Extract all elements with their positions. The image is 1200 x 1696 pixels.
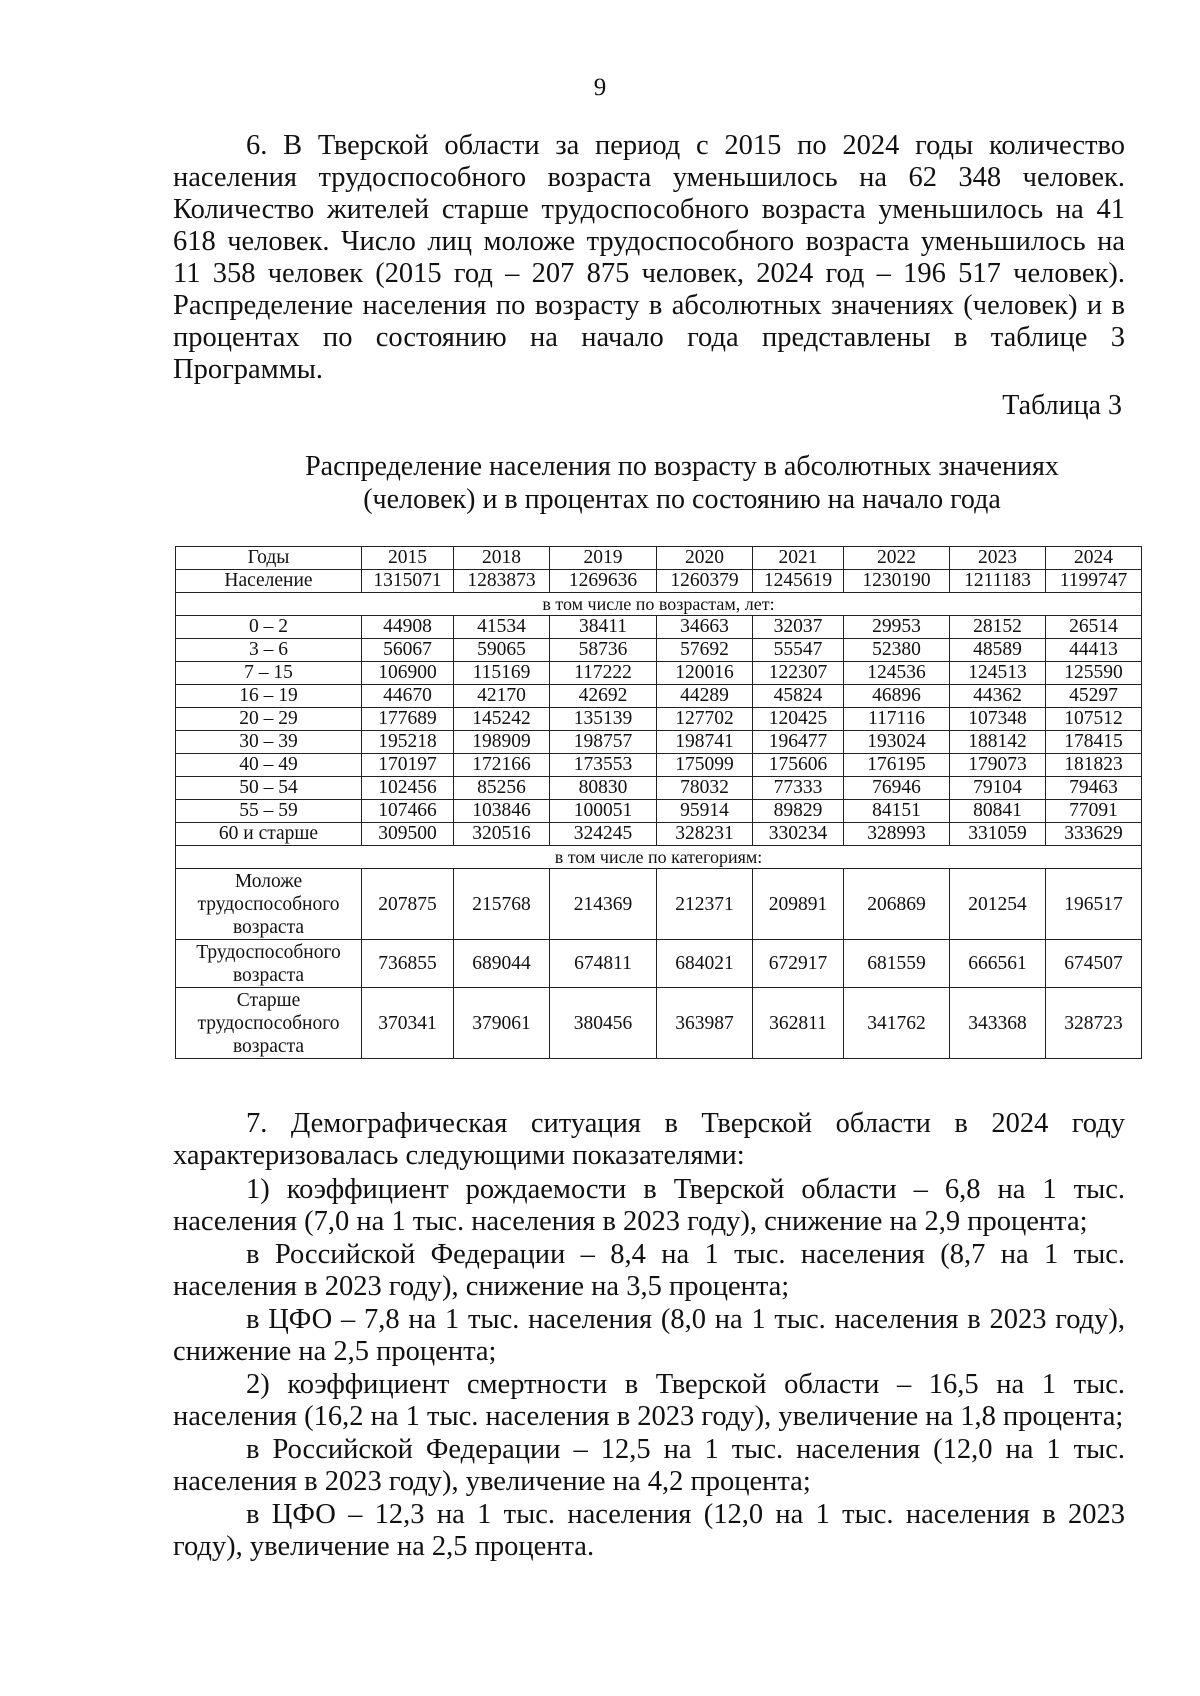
table-cell: 44908 xyxy=(362,616,454,639)
row-label-cell: Старше трудоспособного возраста xyxy=(176,988,362,1059)
table-cell: 170197 xyxy=(362,754,454,777)
table-cell: 196517 xyxy=(1046,869,1142,940)
table-cell: 689044 xyxy=(454,940,550,988)
table-cell: 328231 xyxy=(657,823,753,846)
table-cell: 120016 xyxy=(657,662,753,685)
table-cell: 59065 xyxy=(454,639,550,662)
section-label: в том числе по категориям: xyxy=(176,846,1142,869)
table-cell: 175099 xyxy=(657,754,753,777)
table-cell: 127702 xyxy=(657,708,753,731)
table-cell: 95914 xyxy=(657,800,753,823)
population-row xyxy=(176,570,1142,593)
table-cell: 736855 xyxy=(362,940,454,988)
table-cell: 80841 xyxy=(950,800,1046,823)
table-cell: 212371 xyxy=(657,869,753,940)
age-row xyxy=(176,662,1142,685)
table-cell: 195218 xyxy=(362,731,454,754)
table-cell: 1269636 xyxy=(550,570,657,593)
table-cell: 193024 xyxy=(844,731,950,754)
table-cell: 1199747 xyxy=(1046,570,1142,593)
table-cell: 2024 xyxy=(1046,547,1142,570)
table-cell: 79463 xyxy=(1046,777,1142,800)
table-cell: 1211183 xyxy=(950,570,1046,593)
table-cell: 103846 xyxy=(454,800,550,823)
table-cell: 2018 xyxy=(454,547,550,570)
table-cell: 179073 xyxy=(950,754,1046,777)
row-label-cell: 60 и старше xyxy=(176,823,362,846)
table-cell: 2020 xyxy=(657,547,753,570)
page-number: 9 xyxy=(593,74,607,101)
table-cell: 2023 xyxy=(950,547,1046,570)
table-cell: 124513 xyxy=(950,662,1046,685)
table-cell: 117222 xyxy=(550,662,657,685)
table-cell: 44670 xyxy=(362,685,454,708)
table-cell: 125590 xyxy=(1046,662,1142,685)
category-row xyxy=(176,940,1142,988)
age-row xyxy=(176,823,1142,846)
table-cell: 52380 xyxy=(844,639,950,662)
table-cell: 198757 xyxy=(550,731,657,754)
table-cell: 175606 xyxy=(753,754,844,777)
item-text: в ЦФО – 12,3 на 1 тыс. населения (12,0 на 1 тыс. населения в 2023 году), увеличение на 2,5 процента. xyxy=(173,1499,1125,1562)
table-label: Таблица 3 xyxy=(1002,390,1122,421)
table-cell: 196477 xyxy=(753,731,844,754)
table-cell: 34663 xyxy=(657,616,753,639)
table-cell: 672917 xyxy=(753,940,844,988)
item-text: 2) коэффициент смертности в Тверской области – 16,5 на 1 тыс. населения (16,2 на 1 тыс. населения в 2023 году), увеличение на 1,8 процента; xyxy=(173,1369,1125,1432)
table-caption-line2: (человек) и в процентах по состоянию на начало года xyxy=(363,484,1001,515)
table-cell: 207875 xyxy=(362,869,454,940)
paragraph-7 xyxy=(173,1108,1125,1172)
table-cell: 42692 xyxy=(550,685,657,708)
table-cell: 172166 xyxy=(454,754,550,777)
table-cell: 45297 xyxy=(1046,685,1142,708)
table-cell: 176195 xyxy=(844,754,950,777)
row-label-cell: 3 – 6 xyxy=(176,639,362,662)
table-cell: 124536 xyxy=(844,662,950,685)
row-label-cell: 16 – 19 xyxy=(176,685,362,708)
table-cell: 38411 xyxy=(550,616,657,639)
age-row xyxy=(176,731,1142,754)
table-cell: 107512 xyxy=(1046,708,1142,731)
table-cell: 331059 xyxy=(950,823,1046,846)
table-cell: 2022 xyxy=(844,547,950,570)
table-cell: 77333 xyxy=(753,777,844,800)
table-cell: 206869 xyxy=(844,869,950,940)
table-cell: 122307 xyxy=(753,662,844,685)
table-cell: 89829 xyxy=(753,800,844,823)
table-cell: 380456 xyxy=(550,988,657,1059)
item-death-rate-cfo xyxy=(173,1499,1125,1563)
table-cell: 2019 xyxy=(550,547,657,570)
table-cell: 1283873 xyxy=(454,570,550,593)
table-cell: 77091 xyxy=(1046,800,1142,823)
table-cell: 1245619 xyxy=(753,570,844,593)
table-cell: 85256 xyxy=(454,777,550,800)
table-cell: 26514 xyxy=(1046,616,1142,639)
age-row xyxy=(176,685,1142,708)
item-text: в Российской Федерации – 12,5 на 1 тыс. населения (12,0 на 1 тыс. населения в 2023 году), увеличение на 4,2 процента; xyxy=(173,1434,1125,1497)
item-birth-rate-cfo xyxy=(173,1304,1125,1368)
table-cell: 32037 xyxy=(753,616,844,639)
table-cell: 188142 xyxy=(950,731,1046,754)
table-cell: 309500 xyxy=(362,823,454,846)
row-label-cell: Годы xyxy=(176,547,362,570)
age-row xyxy=(176,616,1142,639)
row-label-cell: 55 – 59 xyxy=(176,800,362,823)
row-label-cell: Трудоспособного возраста xyxy=(176,940,362,988)
table-cell: 107466 xyxy=(362,800,454,823)
table-cell: 145242 xyxy=(454,708,550,731)
row-label-cell: 50 – 54 xyxy=(176,777,362,800)
table-cell: 2015 xyxy=(362,547,454,570)
item-birth-rate-rf xyxy=(173,1239,1125,1303)
row-label-cell: Моложе трудоспособного возраста xyxy=(176,869,362,940)
table-cell: 2021 xyxy=(753,547,844,570)
table-cell: 44289 xyxy=(657,685,753,708)
table-cell: 120425 xyxy=(753,708,844,731)
table-cell: 84151 xyxy=(844,800,950,823)
table-cell: 45824 xyxy=(753,685,844,708)
table-cell: 58736 xyxy=(550,639,657,662)
table-cell: 29953 xyxy=(844,616,950,639)
item-death-rate-tver xyxy=(173,1369,1125,1433)
table-cell: 56067 xyxy=(362,639,454,662)
table-cell: 173553 xyxy=(550,754,657,777)
table-cell: 135139 xyxy=(550,708,657,731)
table-cell: 681559 xyxy=(844,940,950,988)
table-cell: 117116 xyxy=(844,708,950,731)
table-cell: 1260379 xyxy=(657,570,753,593)
age-row xyxy=(176,708,1142,731)
population-table xyxy=(175,546,1142,1059)
table-cell: 343368 xyxy=(950,988,1046,1059)
table-cell: 379061 xyxy=(454,988,550,1059)
table-cell: 674507 xyxy=(1046,940,1142,988)
table-cell: 1230190 xyxy=(844,570,950,593)
table-cell: 215768 xyxy=(454,869,550,940)
category-row xyxy=(176,869,1142,940)
table-cell: 42170 xyxy=(454,685,550,708)
table-cell: 107348 xyxy=(950,708,1046,731)
table-cell: 341762 xyxy=(844,988,950,1059)
table-cell: 76946 xyxy=(844,777,950,800)
paragraph-7-text: 7. Демографическая ситуация в Тверской области в 2024 году характеризовалась следующими показателями: xyxy=(173,1108,1125,1171)
table-cell: 198909 xyxy=(454,731,550,754)
table-cell: 44362 xyxy=(950,685,1046,708)
table-cell: 28152 xyxy=(950,616,1046,639)
table-cell: 44413 xyxy=(1046,639,1142,662)
table-cell: 684021 xyxy=(657,940,753,988)
row-label-cell: Население xyxy=(176,570,362,593)
table-cell: 55547 xyxy=(753,639,844,662)
table-cell: 46896 xyxy=(844,685,950,708)
item-text: в ЦФО – 7,8 на 1 тыс. населения (8,0 на 1 тыс. населения в 2023 году), снижение на 2,5 процента; xyxy=(173,1304,1125,1367)
table-header-row xyxy=(176,547,1142,570)
table-cell: 674811 xyxy=(550,940,657,988)
table-cell: 320516 xyxy=(454,823,550,846)
age-row xyxy=(176,777,1142,800)
table-cell: 115169 xyxy=(454,662,550,685)
table-cell: 79104 xyxy=(950,777,1046,800)
age-row xyxy=(176,800,1142,823)
category-row xyxy=(176,988,1142,1059)
paragraph-6-text: 6. В Тверской области за период с 2015 по 2024 годы количество населения трудоспособного возраста уменьшилось на 62 348 человек. Количество жителей старше трудоспособного возраста уменьшилось на 41 618 человек. Число лиц моложе трудоспособного возраста уменьшилось на 11 358 человек (2015 год – 207 875 человек, 2024 год – 196 517 человек). Распределение населения по возрасту в абсолютных значениях (человек) и в процентах по состоянию на начало года представлены в таблице 3 Программы. xyxy=(173,130,1125,385)
table-cell: 178415 xyxy=(1046,731,1142,754)
item-birth-rate-tver xyxy=(173,1174,1125,1238)
table-cell: 48589 xyxy=(950,639,1046,662)
table-cell: 41534 xyxy=(454,616,550,639)
row-label-cell: 0 – 2 xyxy=(176,616,362,639)
table-caption xyxy=(262,450,1102,516)
table-cell: 57692 xyxy=(657,639,753,662)
table-cell: 214369 xyxy=(550,869,657,940)
age-row xyxy=(176,754,1142,777)
table-cell: 181823 xyxy=(1046,754,1142,777)
table-cell: 328723 xyxy=(1046,988,1142,1059)
table-cell: 201254 xyxy=(950,869,1046,940)
table-cell: 330234 xyxy=(753,823,844,846)
row-label-cell: 40 – 49 xyxy=(176,754,362,777)
table-cell: 363987 xyxy=(657,988,753,1059)
item-death-rate-rf xyxy=(173,1434,1125,1498)
section-ages-row xyxy=(176,593,1142,616)
section-label: в том числе по возрастам, лет: xyxy=(176,593,1142,616)
table-caption-line1: Распределение населения по возрасту в абсолютных значениях xyxy=(305,451,1059,482)
table-cell: 333629 xyxy=(1046,823,1142,846)
row-label-cell: 20 – 29 xyxy=(176,708,362,731)
table-cell: 102456 xyxy=(362,777,454,800)
row-label-cell: 30 – 39 xyxy=(176,731,362,754)
table-cell: 324245 xyxy=(550,823,657,846)
table-cell: 198741 xyxy=(657,731,753,754)
table-cell: 106900 xyxy=(362,662,454,685)
item-text: 1) коэффициент рождаемости в Тверской области – 6,8 на 1 тыс. населения (7,0 на 1 тыс. населения в 2023 году), снижение на 2,9 процента; xyxy=(173,1174,1125,1237)
table-cell: 362811 xyxy=(753,988,844,1059)
section-categories-row xyxy=(176,846,1142,869)
table-cell: 80830 xyxy=(550,777,657,800)
item-text: в Российской Федерации – 8,4 на 1 тыс. населения (8,7 на 1 тыс. населения в 2023 году), снижение на 3,5 процента; xyxy=(173,1239,1125,1302)
table-cell: 328993 xyxy=(844,823,950,846)
table-cell: 370341 xyxy=(362,988,454,1059)
row-label-cell: 7 – 15 xyxy=(176,662,362,685)
table-cell: 100051 xyxy=(550,800,657,823)
table-cell: 209891 xyxy=(753,869,844,940)
table-cell: 1315071 xyxy=(362,570,454,593)
table-cell: 177689 xyxy=(362,708,454,731)
table-cell: 666561 xyxy=(950,940,1046,988)
age-row xyxy=(176,639,1142,662)
table-cell: 78032 xyxy=(657,777,753,800)
paragraph-6 xyxy=(173,130,1125,386)
